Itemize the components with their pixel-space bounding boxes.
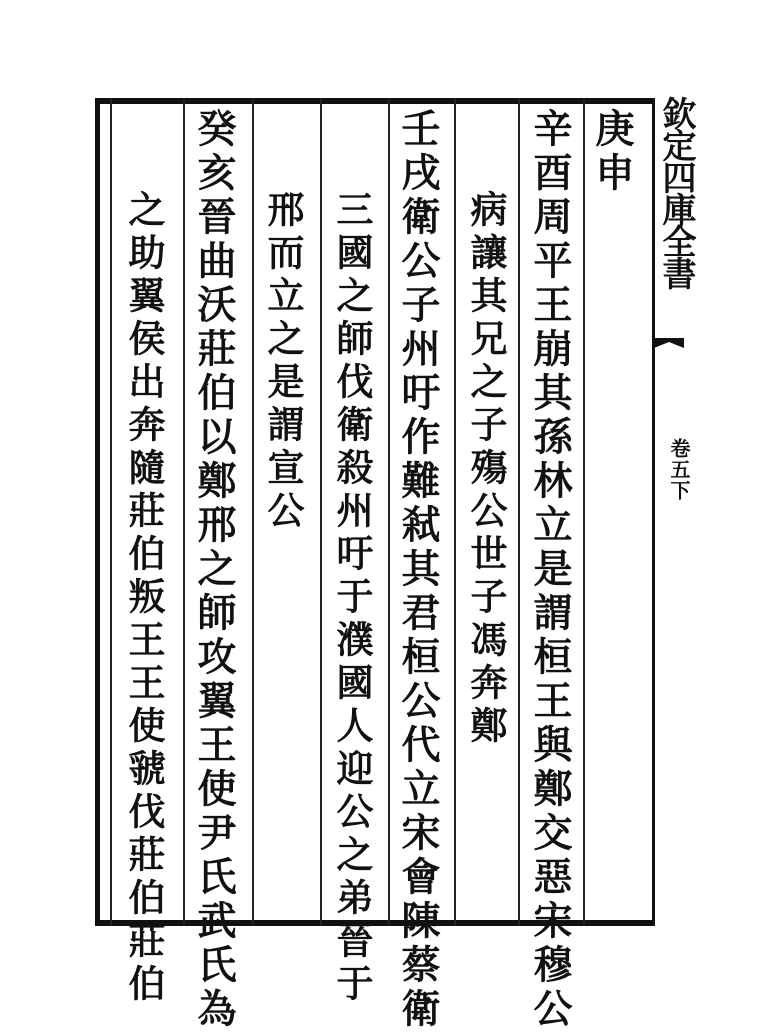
margin-book-title: 欽定四庫全書: [656, 96, 696, 288]
text-column-5: 三國之師伐衛殺州吁于濮國人迎公之弟晉于: [330, 190, 374, 1007]
margin-volume-label: 卷五下: [667, 438, 691, 501]
column-divider: [388, 98, 390, 926]
fishtail-mark-icon: [652, 334, 686, 368]
column-divider: [252, 98, 254, 926]
column-divider: [454, 98, 456, 926]
column-divider: [320, 98, 322, 926]
column-divider: [183, 98, 185, 926]
text-column-2: 辛酉周平王崩其孫林立是謂桓王與鄭交惡宋穆公: [527, 108, 573, 1032]
column-divider: [110, 98, 112, 926]
text-column-4: 壬戌衛公子州吁作難弒其君桓公代立宋會陳蔡衛: [395, 108, 441, 1032]
text-column-7: 癸亥晉曲沃莊伯以鄭邢之師攻翼王使尹氏武氏為: [191, 108, 237, 1032]
text-column-1: 庚申: [589, 108, 635, 196]
column-divider: [583, 98, 585, 926]
text-column-6: 邢而立之是謂宣公: [261, 190, 305, 534]
text-column-8: 之助翼侯出奔隨莊伯叛王王使虢伐莊伯莊伯: [122, 190, 166, 1007]
text-column-3: 病讓其兄之子殤公世子馮奔鄭: [464, 190, 508, 749]
column-divider: [518, 98, 520, 926]
